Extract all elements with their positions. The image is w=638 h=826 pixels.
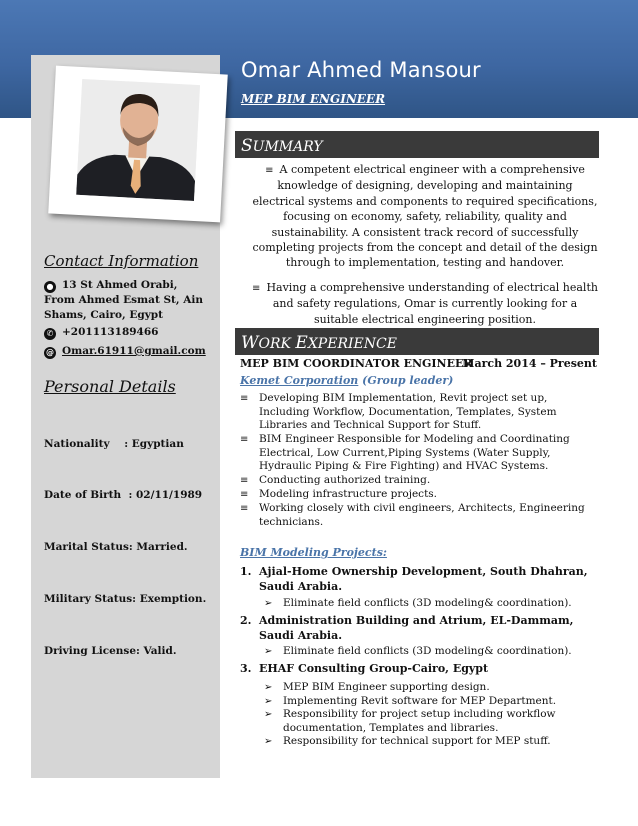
email-link[interactable]: Omar.61911@gmail.com [62,345,206,357]
profile-photo [76,79,200,201]
job-dates: March 2014 – Present [462,357,597,370]
phone-text: +201113189466 [62,326,159,338]
summary-heading: SUMMARY [235,131,599,158]
list-bullet-icon: ≡ [240,489,249,500]
location-pin-icon: ● [44,281,56,293]
person-portrait-icon [76,79,200,201]
detail-dob: Date of Birth : 02/11/1989 [44,489,203,502]
project-item: 1. Ajial-Home Ownership Development, South Dhahran, Saudi Arabia. [240,565,588,593]
project-subitem: ➢ Implementing Revit software for MEP Department. [264,695,557,707]
work-experience-heading: WORK EXPERIENCE [235,328,599,355]
email-icon: @ [46,348,54,357]
candidate-role: MEP BIM ENGINEER [241,92,386,106]
project-subitem: ➢ Responsibility for technical support for MEP stuff. [264,735,551,747]
email-row[interactable] [44,344,206,359]
arrow-bullet-icon: ➢ [264,696,273,707]
candidate-name: Omar Ahmed Mansour [241,58,481,82]
arrow-bullet-icon: ➢ [264,682,273,693]
project-item: 2. Administration Building and Atrium, EL-Dammam, Saudi Arabia. [240,614,574,642]
list-bullet-icon: ≡ [252,283,261,294]
project-subitem: ➢ MEP BIM Engineer supporting design. [264,681,490,693]
detail-marital: Marital Status: Married. [44,541,188,554]
company-line [240,374,453,387]
arrow-bullet-icon: ➢ [264,709,273,720]
project-subitem: ➢ Eliminate field conflicts (3D modeling& coordination). [264,597,572,609]
summary-paragraph-2: ≡ Having a comprehensive understanding of electrical health and safety regulations, Omar is currently looking for a suitable electrical engineering position. [252,281,598,326]
address-row [44,278,204,323]
contact-heading: Contact Information [44,252,199,270]
phone-icon: ✆ [44,328,56,340]
list-bullet-icon: ≡ [265,165,274,176]
job-title: MEP BIM COORDINATOR ENGINEER [240,357,473,370]
duty-item: ≡ Developing BIM Implementation, Revit project set up, Including Workflow, Documentation, Templates, System Libraries and Technical Support for Stuff. [240,392,557,431]
project-subitem: ➢ Eliminate field conflicts (3D modeling& coordination). [264,645,572,657]
project-subitem: ➢ Responsibility for project setup including workflow documentation, Templates and libraries. [264,708,556,734]
detail-driving: Driving License: Valid. [44,645,177,658]
duty-item: ≡ BIM Engineer Responsible for Modeling and Coordinating Electrical, Low Current,Piping Systems (Water Supply, Hydraulic Piping & Fire Fighting) and HVAC Systems. [240,433,570,472]
arrow-bullet-icon: ➢ [264,598,273,609]
duty-item: ≡ Conducting authorized training. [240,474,431,486]
company-role: (Group leader) [358,374,454,387]
company-link[interactable]: Kemet Corporation [240,374,359,387]
personal-details-list [44,401,206,678]
bim-projects-heading: BIM Modeling Projects: [240,546,387,559]
arrow-bullet-icon: ➢ [264,736,273,747]
detail-nationality: Nationality : Egyptian [44,437,184,450]
summary-paragraph-1: ≡ A competent electrical engineer with a comprehensive knowledge of designing, developing and maintaining electrical systems and components to required specifications, focusing on economy, safety, reliability, quality and sustainability. A consistent track record of successfully completing projects from the concept and detail of the design through to implementation, testing and handover. [252,163,598,270]
duty-item: ≡ Modeling infrastructure projects. [240,488,438,500]
arrow-bullet-icon: ➢ [264,646,273,657]
list-bullet-icon: ≡ [240,475,249,486]
duty-item: ≡ Working closely with civil engineers, Architects, Engineering technicians. [240,502,585,528]
list-bullet-icon: ≡ [240,434,249,445]
detail-military: Military Status: Exemption. [44,593,207,606]
phone-row [44,325,158,340]
list-bullet-icon: ≡ [240,503,249,514]
address-text: 13 St Ahmed Orabi, From Ahmed Esmat St, Ain Shams, Cairo, Egypt [44,279,203,321]
list-bullet-icon: ≡ [240,393,249,404]
personal-details-heading: Personal Details [44,377,176,396]
project-item: 3. EHAF Consulting Group-Cairo, Egypt [240,662,489,675]
